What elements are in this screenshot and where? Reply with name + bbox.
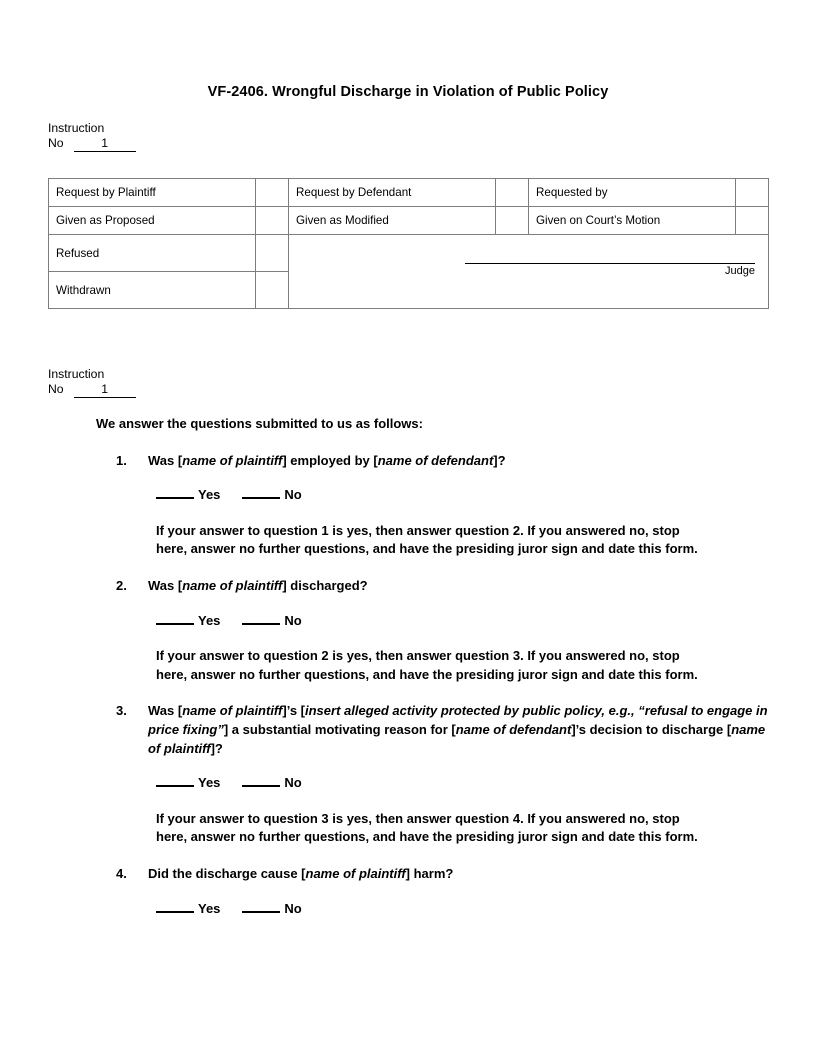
cell-withdrawn: Withdrawn	[49, 272, 256, 309]
question-number: 2.	[116, 577, 127, 593]
checkbox-requested-by[interactable]	[736, 179, 769, 207]
conditional-instruction: If your answer to question 2 is yes, then answer question 3. If you answered no, stop here, answer no further questions, and have the presiding juror sign and date this form.	[156, 648, 698, 682]
table-row	[49, 179, 769, 207]
question-block	[48, 702, 768, 865]
placeholder-text: name of plaintiff	[148, 721, 766, 756]
question-text	[148, 865, 768, 884]
checkbox-request-by-plaintiff[interactable]	[256, 179, 289, 207]
answer-label-yes: Yes	[198, 900, 221, 916]
instruction-no-label: No	[48, 136, 64, 150]
question-block	[48, 577, 768, 702]
conditional-instruction: If your answer to question 3 is yes, then answer question 4. If you answered no, stop here, answer no further questions, and have the presiding juror sign and date this form.	[156, 810, 698, 845]
cell-requested-by: Requested by	[529, 179, 736, 207]
judge-signature-cell	[289, 235, 769, 309]
question-row	[116, 452, 768, 471]
question-spacer	[48, 684, 768, 702]
answer-label-no: No	[284, 900, 302, 916]
answer-label-no: No	[284, 612, 302, 628]
question-row	[116, 865, 768, 884]
checkbox-given-on-courts-motion[interactable]	[736, 207, 769, 235]
cell-given-on-courts-motion: Given on Court’s Motion	[529, 207, 736, 235]
checkbox-given-as-modified[interactable]	[496, 207, 529, 235]
question-text-segment: Was [	[148, 452, 183, 468]
verdict-body	[48, 415, 768, 918]
checkbox-refused[interactable]	[256, 235, 289, 272]
placeholder-text: name of plaintiff	[182, 452, 283, 468]
placeholder-text: name of plaintiff	[182, 577, 283, 593]
checkbox-withdrawn[interactable]	[256, 272, 289, 309]
question-block	[48, 865, 768, 918]
conditional-instruction: If your answer to question 1 is yes, then answer question 2. If you answered no, stop here, answer no further questions, and have the presiding juror sign and date this form.	[156, 522, 698, 557]
question-row	[116, 577, 768, 596]
answer-blank-no[interactable]	[242, 485, 280, 499]
instruction-number-field[interactable]: 1	[74, 137, 136, 152]
answer-blank-yes[interactable]	[156, 899, 194, 913]
instruction-label: Instruction	[48, 121, 105, 135]
instruction-number-header-bottom	[48, 367, 136, 398]
questions-container	[48, 452, 768, 919]
cell-request-by-defendant: Request by Defendant	[289, 179, 496, 207]
question-text-segment: ] discharged?	[282, 577, 368, 593]
instruction-label: Instruction	[48, 367, 105, 381]
request-disposition-table	[48, 178, 769, 309]
placeholder-text: insert alleged activity protected by public policy, e.g., “refusal to engage in price fixing”	[148, 703, 768, 737]
judge-signature-caption: Judge	[725, 264, 755, 277]
answer-label-yes: Yes	[198, 775, 221, 791]
question-text-segment: ]’s decision to discharge [	[571, 721, 732, 737]
answer-yes-no-row	[156, 611, 768, 631]
answer-label-no: No	[284, 775, 302, 791]
placeholder-text: name of defendant	[377, 452, 494, 468]
answer-label-no: No	[284, 487, 302, 503]
placeholder-text: name of defendant	[455, 721, 572, 737]
placeholder-text: name of plaintiff	[182, 703, 283, 719]
verdict-heading: We answer the questions submitted to us as follows:	[96, 416, 423, 431]
answer-yes-no-row	[156, 485, 768, 505]
question-number: 4.	[116, 865, 127, 881]
question-row	[116, 702, 768, 758]
cell-given-as-proposed: Given as Proposed	[49, 207, 256, 235]
placeholder-text: name of plaintiff	[305, 865, 406, 881]
instruction-number-field[interactable]: 1	[74, 383, 136, 398]
checkbox-given-as-proposed[interactable]	[256, 207, 289, 235]
question-text-segment: Did the discharge cause [	[148, 865, 306, 881]
cell-request-by-plaintiff: Request by Plaintiff	[49, 179, 256, 207]
answer-blank-no[interactable]	[242, 773, 280, 787]
answer-blank-no[interactable]	[242, 611, 280, 625]
question-block	[48, 452, 768, 577]
answer-blank-yes[interactable]	[156, 485, 194, 499]
answer-yes-no-row	[156, 899, 768, 919]
page-title: VF-2406. Wrongful Discharge in Violation of Public Policy	[207, 84, 609, 100]
answer-blank-yes[interactable]	[156, 773, 194, 787]
question-text-segment: Was [	[148, 577, 183, 593]
question-text	[148, 577, 768, 596]
question-text-segment: ]?	[493, 452, 506, 468]
checkbox-request-by-defendant[interactable]	[496, 179, 529, 207]
question-number: 1.	[116, 452, 127, 468]
answer-blank-no[interactable]	[242, 899, 280, 913]
question-text-segment: ] harm?	[405, 865, 454, 881]
question-text-segment: ]?	[210, 740, 223, 756]
question-spacer	[48, 559, 768, 577]
question-text	[148, 702, 768, 758]
answer-label-yes: Yes	[198, 487, 221, 503]
question-text	[148, 452, 768, 471]
answer-label-yes: Yes	[198, 612, 221, 628]
instruction-number-header-top	[48, 121, 136, 152]
question-text-segment: ] a substantial motivating reason for [	[223, 721, 456, 737]
question-spacer	[48, 847, 768, 865]
cell-given-as-modified: Given as Modified	[289, 207, 496, 235]
instruction-no-label: No	[48, 382, 64, 396]
table-row	[49, 235, 769, 272]
question-number: 3.	[116, 703, 127, 719]
question-text-segment: ]’s [	[282, 703, 305, 719]
answer-blank-yes[interactable]	[156, 611, 194, 625]
answer-yes-no-row	[156, 773, 768, 793]
question-text-segment: Was [	[148, 703, 183, 719]
table-row	[49, 207, 769, 235]
cell-refused: Refused	[49, 235, 256, 272]
question-text-segment: ] employed by [	[282, 452, 378, 468]
